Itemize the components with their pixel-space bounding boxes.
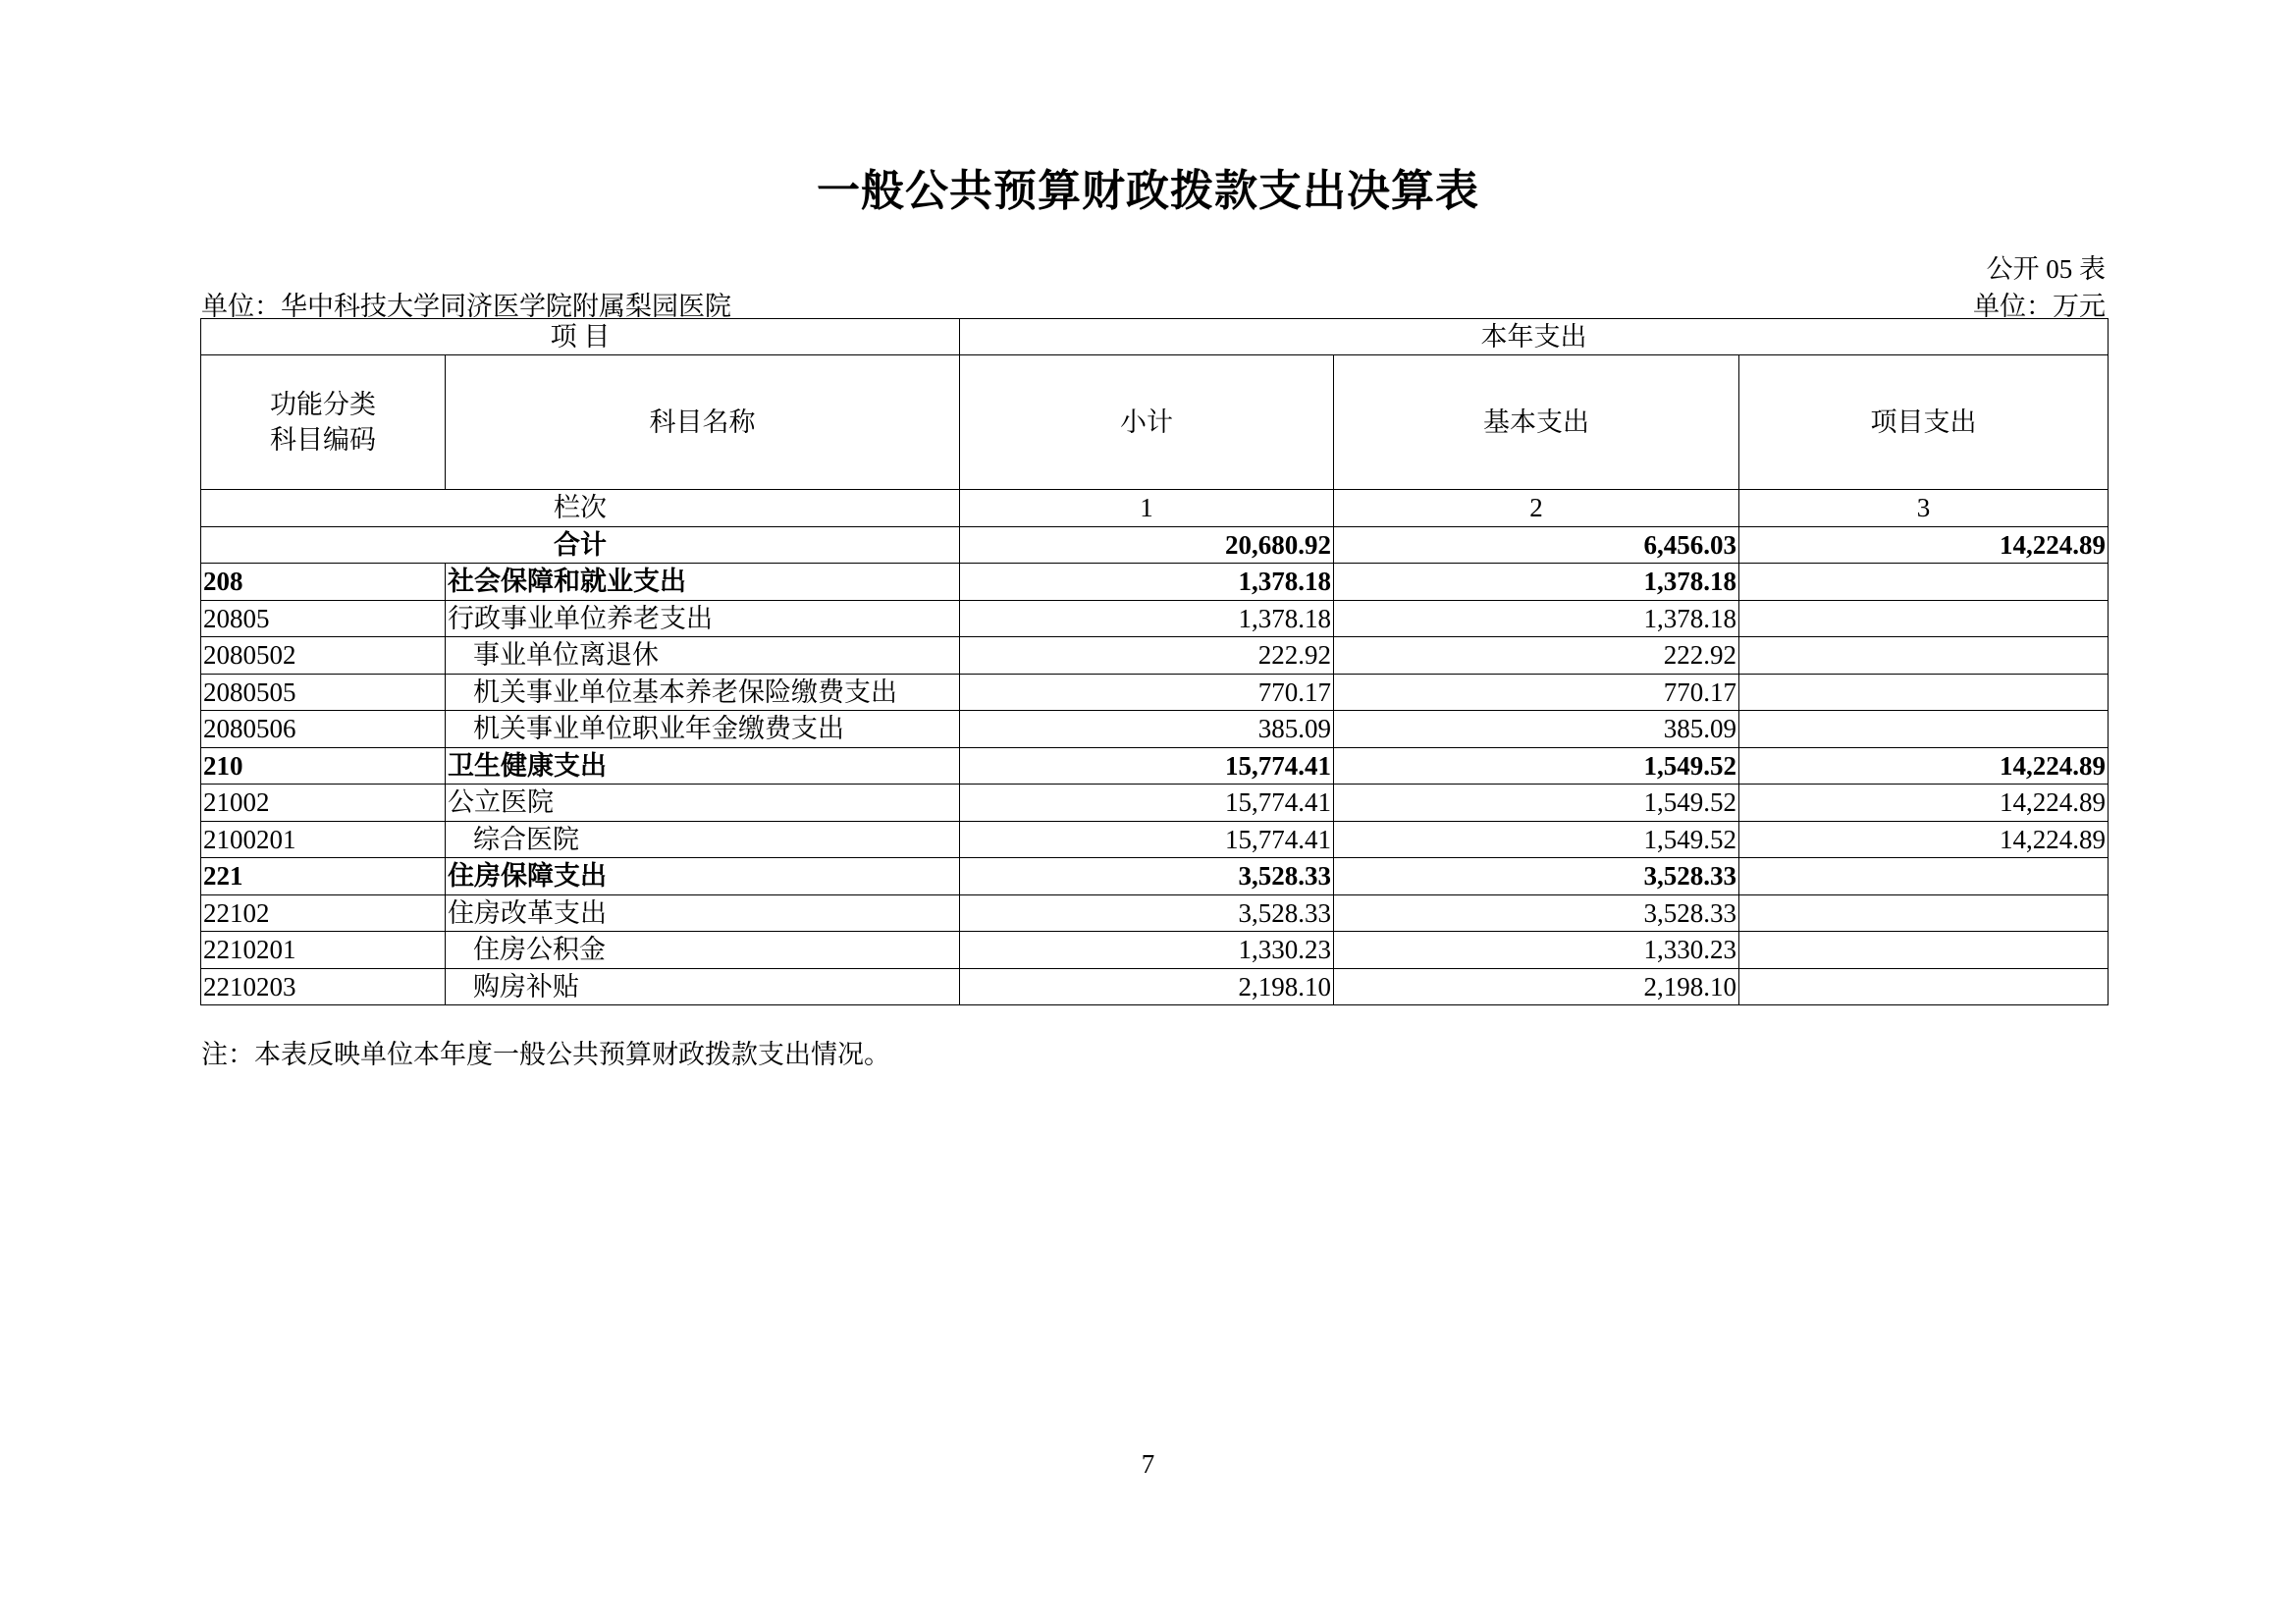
row-basic: 1,378.18: [1334, 564, 1739, 601]
row-basic: 1,330.23: [1334, 932, 1739, 969]
row-code: 2080502: [201, 637, 446, 675]
budget-expenditure-table: [200, 318, 2109, 1005]
row-code: 2210201: [201, 932, 446, 969]
table-row: [201, 894, 2109, 932]
form-number: 公开 05 表: [1986, 254, 2106, 284]
table-row: [201, 711, 2109, 748]
table-note: 注：本表反映单位本年度一般公共预算财政拨款支出情况。: [201, 1040, 890, 1069]
column-index-3: 3: [1739, 490, 2109, 527]
row-subtotal: 15,774.41: [960, 821, 1334, 858]
header-name: 科目名称: [446, 355, 960, 490]
row-basic: 385.09: [1334, 711, 1739, 748]
total-basic: 6,456.03: [1334, 526, 1739, 564]
row-subtotal: 3,528.33: [960, 858, 1334, 895]
table-row: [201, 600, 2109, 637]
row-basic: 2,198.10: [1334, 968, 1739, 1005]
row-subtotal: 1,378.18: [960, 600, 1334, 637]
row-name: 行政事业单位养老支出: [446, 600, 960, 637]
table-row: [201, 932, 2109, 969]
row-name: 机关事业单位职业年金缴费支出: [446, 711, 960, 748]
column-index-2: 2: [1334, 490, 1739, 527]
row-name: 社会保障和就业支出: [446, 564, 960, 601]
header-basic: 基本支出: [1334, 355, 1739, 490]
row-code: 2080505: [201, 674, 446, 711]
row-name: 机关事业单位基本养老保险缴费支出: [446, 674, 960, 711]
row-code: 2080506: [201, 711, 446, 748]
row-code: 208: [201, 564, 446, 601]
row-name: 住房公积金: [446, 932, 960, 969]
row-subtotal: 2,198.10: [960, 968, 1334, 1005]
row-project: [1739, 894, 2109, 932]
row-subtotal: 1,378.18: [960, 564, 1334, 601]
row-code: 20805: [201, 600, 446, 637]
column-index-1: 1: [960, 490, 1334, 527]
header-code-text: 功能分类科目编码: [270, 390, 376, 455]
row-code: 221: [201, 858, 446, 895]
header-project: 项目支出: [1739, 355, 2109, 490]
row-subtotal: 222.92: [960, 637, 1334, 675]
table-row: [201, 858, 2109, 895]
row-project: [1739, 711, 2109, 748]
table-row: [201, 785, 2109, 822]
row-subtotal: 1,330.23: [960, 932, 1334, 969]
row-project: 14,224.89: [1739, 747, 2109, 785]
row-basic: 1,378.18: [1334, 600, 1739, 637]
total-label: 合计: [201, 526, 960, 564]
row-subtotal: 385.09: [960, 711, 1334, 748]
table-row: [201, 968, 2109, 1005]
row-code: 210: [201, 747, 446, 785]
row-project: [1739, 968, 2109, 1005]
total-project: 14,224.89: [1739, 526, 2109, 564]
table-row: [201, 564, 2109, 601]
header-row-top: [201, 319, 2109, 355]
table-row: [201, 637, 2109, 675]
row-subtotal: 15,774.41: [960, 747, 1334, 785]
header-item: 项 目: [201, 319, 960, 355]
row-code: 2100201: [201, 821, 446, 858]
row-name: 购房补贴: [446, 968, 960, 1005]
row-basic: 3,528.33: [1334, 894, 1739, 932]
currency-label: 单位：万元: [1973, 292, 2106, 321]
row-project: [1739, 932, 2109, 969]
row-basic: 1,549.52: [1334, 747, 1739, 785]
row-name: 住房保障支出: [446, 858, 960, 895]
column-index-row: [201, 490, 2109, 527]
table-row: [201, 674, 2109, 711]
row-name: 事业单位离退休: [446, 637, 960, 675]
row-name: 综合医院: [446, 821, 960, 858]
row-project: 14,224.89: [1739, 821, 2109, 858]
row-project: [1739, 674, 2109, 711]
row-code: 22102: [201, 894, 446, 932]
row-code: 2210203: [201, 968, 446, 1005]
row-basic: 3,528.33: [1334, 858, 1739, 895]
column-index-label: 栏次: [201, 490, 960, 527]
row-name: 卫生健康支出: [446, 747, 960, 785]
row-project: [1739, 564, 2109, 601]
row-basic: 1,549.52: [1334, 821, 1739, 858]
total-subtotal: 20,680.92: [960, 526, 1334, 564]
row-project: 14,224.89: [1739, 785, 2109, 822]
row-subtotal: 770.17: [960, 674, 1334, 711]
header-subtotal: 小计: [960, 355, 1334, 490]
row-name: 公立医院: [446, 785, 960, 822]
header-code: [201, 355, 446, 490]
header-current-year: 本年支出: [960, 319, 2109, 355]
row-project: [1739, 637, 2109, 675]
row-project: [1739, 858, 2109, 895]
header-row-main: [201, 355, 2109, 490]
row-basic: 770.17: [1334, 674, 1739, 711]
page-number: 7: [1141, 1449, 1155, 1479]
unit-label: 单位：华中科技大学同济医学院附属梨园医院: [201, 292, 731, 321]
row-code: 21002: [201, 785, 446, 822]
document-title: 一般公共预算财政拨款支出决算表: [817, 166, 1479, 216]
row-basic: 1,549.52: [1334, 785, 1739, 822]
row-project: [1739, 600, 2109, 637]
total-row: [201, 526, 2109, 564]
row-subtotal: 3,528.33: [960, 894, 1334, 932]
row-name: 住房改革支出: [446, 894, 960, 932]
table-row: [201, 821, 2109, 858]
row-subtotal: 15,774.41: [960, 785, 1334, 822]
row-basic: 222.92: [1334, 637, 1739, 675]
table-row: [201, 747, 2109, 785]
